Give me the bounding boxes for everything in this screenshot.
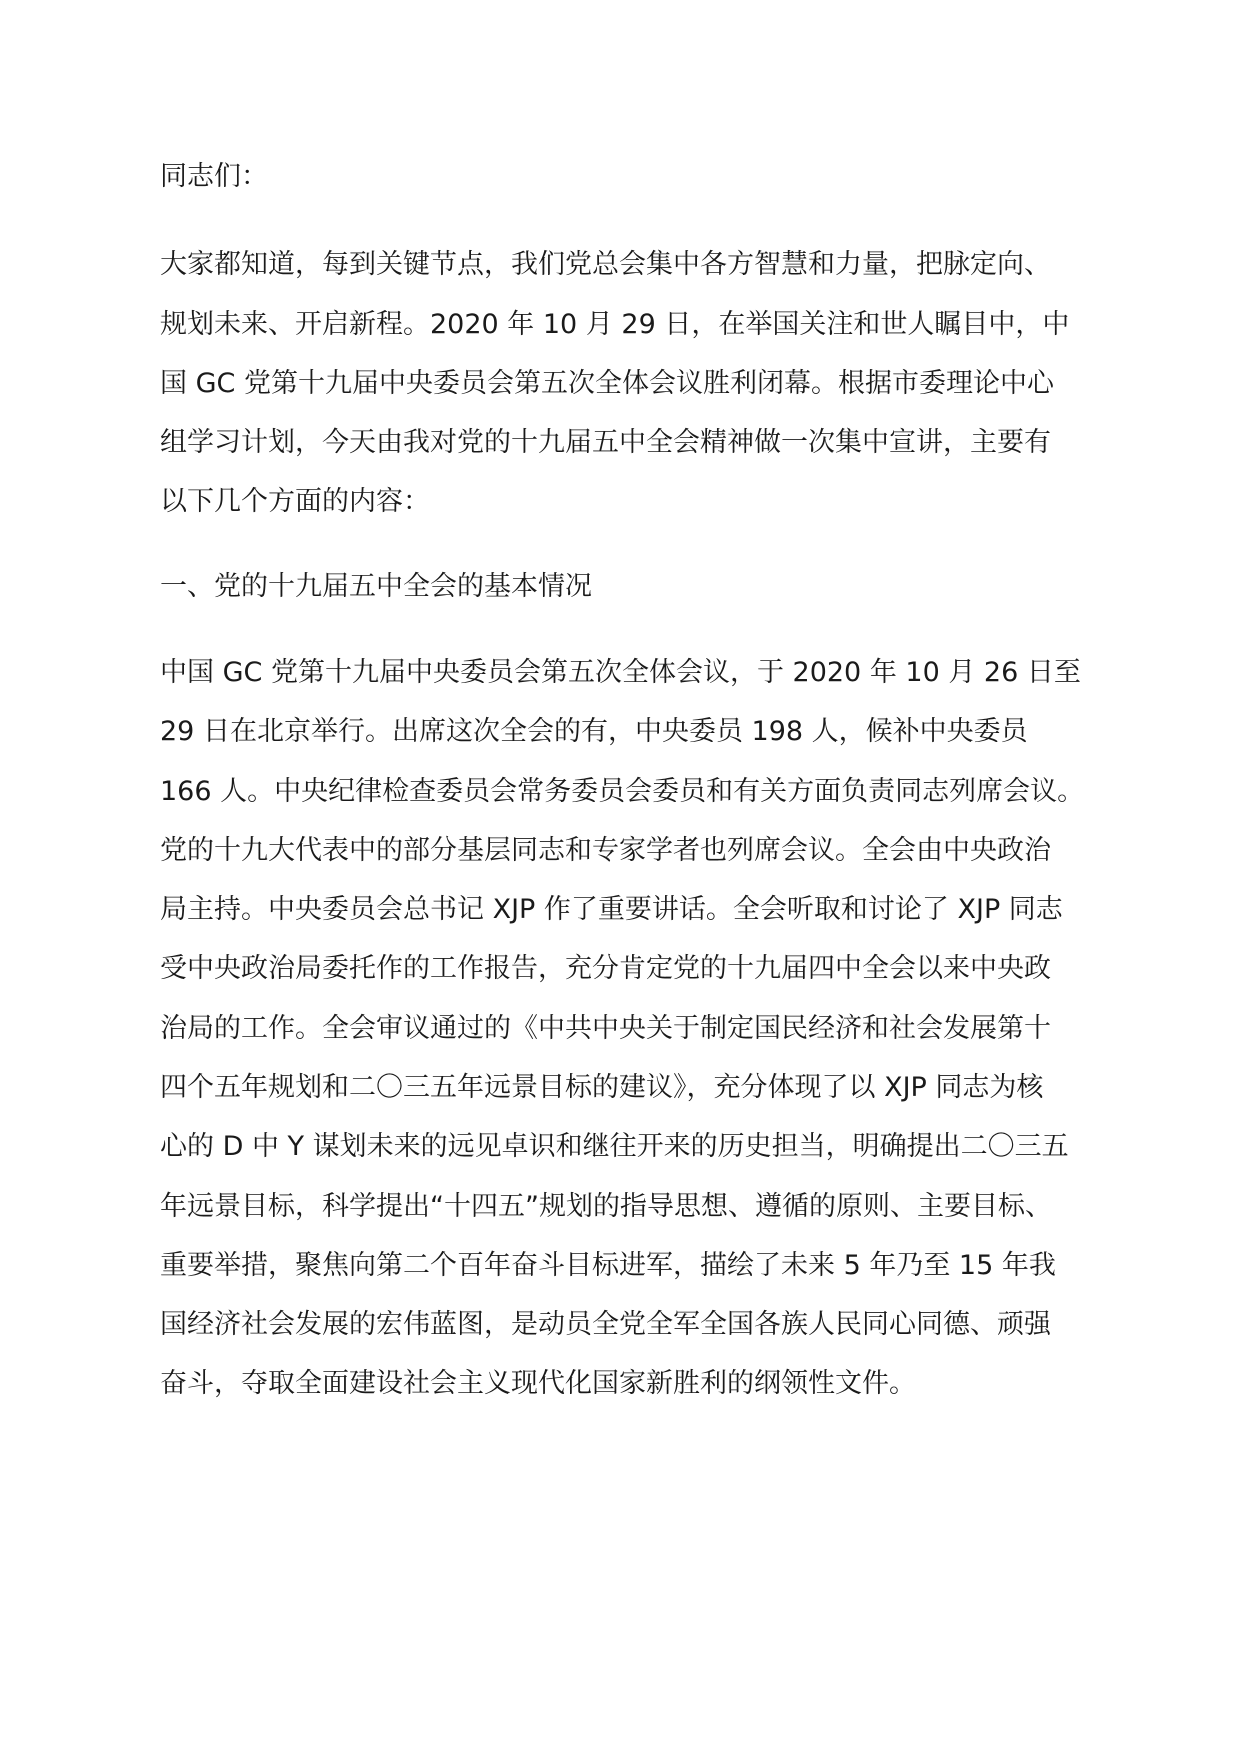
intro-line: 国 GC 党第十九届中央委员会第五次全体会议胜利闭幕。根据市委理论中心	[160, 368, 1054, 399]
body-line: 国经济社会发展的宏伟蓝图，是动员全党全军全国各族人民同心同德、顽强	[160, 1309, 1051, 1340]
body-line: 重要举措，聚焦向第二个百年奋斗目标进军，描绘了未来 5 年乃至 15 年我	[160, 1250, 1056, 1281]
body-line: 心的 D 中 Y 谋划未来的远见卓识和继往开来的历史担当，明确提出二〇三五	[160, 1131, 1069, 1162]
body-line: 局主持。中央委员会总书记 XJP 作了重要讲话。全会听取和讨论了 XJP 同志	[160, 894, 1063, 925]
body-line: 中国 GC 党第十九届中央委员会第五次全体会议，于 2020 年 10 月 26 日至	[160, 657, 1081, 688]
section-heading: 一、党的十九届五中全会的基本情况	[160, 571, 592, 602]
body-line: 奋斗，夺取全面建设社会主义现代化国家新胜利的纲领性文件。	[160, 1368, 916, 1399]
body-line: 年远景目标，科学提出“十四五”规划的指导思想、遵循的原则、主要目标、	[160, 1191, 1052, 1222]
body-line: 166 人。中央纪律检查委员会常务委员会委员和有关方面负责同志列席会议。	[160, 776, 1085, 807]
body-line: 四个五年规划和二〇三五年远景目标的建议》，充分体现了以 XJP 同志为核	[160, 1072, 1044, 1103]
body-line: 党的十九大代表中的部分基层同志和专家学者也列席会议。全会由中央政治	[160, 835, 1051, 866]
body-line: 治局的工作。全会审议通过的《中共中央关于制定国民经济和社会发展第十	[160, 1013, 1051, 1044]
intro-line: 以下几个方面的内容：	[160, 486, 430, 517]
greeting: 同志们：	[160, 161, 268, 192]
intro-line: 组学习计划，今天由我对党的十九届五中全会精神做一次集中宣讲，主要有	[160, 427, 1051, 458]
intro-line: 规划未来、开启新程。2020 年 10 月 29 日，在举国关注和世人瞩目中，中	[160, 309, 1070, 340]
body-line: 29 日在北京举行。出席这次全会的有，中央委员 198 人，候补中央委员	[160, 716, 1028, 747]
body-line: 受中央政治局委托作的工作报告，充分肯定党的十九届四中全会以来中央政	[160, 953, 1051, 984]
intro-line: 大家都知道，每到关键节点，我们党总会集中各方智慧和力量，把脉定向、	[160, 249, 1051, 280]
